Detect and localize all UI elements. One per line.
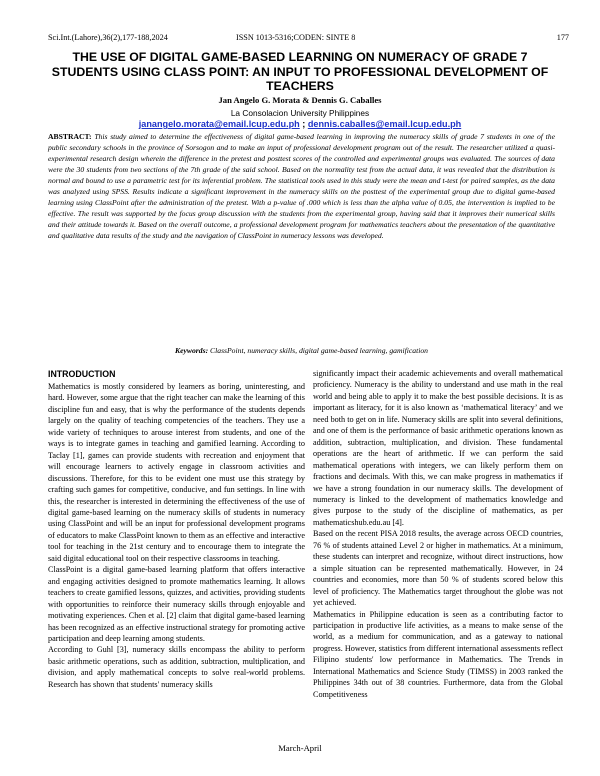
paper-title: THE USE OF DIGITAL GAME-BASED LEARNING ON NUMERACY OF GRADE 7 STUDENTS USING CLASS POINT: AN INPUT TO PROFESSIONAL DEVELOPMENT OF TEACHERS [51,50,549,94]
issn-coden: ISSN 1013-5316;CODEN: SINTE 8 [236,33,356,42]
body-paragraph: According to Guhl [3], numeracy skills encompass the ability to perform basic arithmetic operations, such as addition, subtraction, multiplication, and division, and apply mathematical concepts to solve real-world problems. Research has shown that students' numeracy skills [48,645,305,689]
abstract-label: ABSTRACT: [48,132,92,141]
email-link-second[interactable]: dennis.caballes@email.lcup.edu.ph [307,119,462,129]
keywords-text: ClassPoint, numeracy skills, digital game-based learning, gamification [210,346,428,355]
section-heading-introduction: INTRODUCTION [48,369,116,379]
body-paragraph: ClassPoint is a digital game-based learning platform that offers interactive and engaging activities designed to promote mathematics learning. It allows teachers to create gamified lessons, quizzes, and activities, providing students with opportunities to reinforce their numeracy skills through enjoyable and motivating experiences. Chen et al. [2] claim that digital game-based learning has been recognized as an effective instructional strategy for promoting active participation and deep learning among students. [48,565,305,643]
abstract [48,131,555,241]
issue-footer: March-April [278,743,322,753]
page-number: 177 [556,33,569,42]
author-emails [0,119,600,129]
paper-authors: Jan Angelo G. Morata & Dennis G. Caballes [218,95,382,105]
keywords-label: Keywords: [175,346,209,355]
keywords [48,346,555,355]
abstract-text: This study aimed to determine the effectiveness of digital game-based learning in improving the numeracy skills of grade 7 students in one of the public secondary schools in the province of Sorsogon and to make an input of professional development program out of the result. The researcher utilized a quasi-experimental research design wherein the difference in the pretest and posttest scores of the controlled and experimental groups was evaluated. The sources of data were the 30 students from two sections of the 7th grade of the said school. Based on the normality test from the actual data, it was revealed that the distribution is normal and bound to use a parametric test for its inferential problem. The statistical tools used in this study were the mean and t-test for paired samples, as the data was analyzed using SPSS. Results indicate a significant improvement in the numeracy skills on the posttest of the experimental group due to digital game-based learning using ClassPoint after the administration of the pretest. With a p-value of .000 which is less than the alpha value of 0.05, the intervention is implied to be effective. The result was supported by the focus group discussion with the students from the experimental group, having said that it improves their numerical skills and their attitude towards it. Based on the overall outcome, a professional development program for mathematics teachers about the presentation of the quantitative and qualitative data results of the study and the navigation of ClassPoint in numeracy lessons was developed. [48,132,555,241]
journal-citation: Sci.Int.(Lahore),36(2),177-188,2024 [48,33,168,42]
body-column-left [48,368,305,690]
body-column-right [313,368,563,700]
body-paragraph: significantly impact their academic achievements and overall mathematical proficiency. Numeracy is the ability to understand and use math in the real world and being able to apply it to make the best possible decisions. It is as important as literacy, for it is also known as ‘mathematical literacy’ and we need both to get on in life. Numeracy skills are split into several definitions, and one of them is the performance of basic arithmetic operations known as addition, subtraction, multiplication, and division. These fundamental operations are the heart of arithmetic. If we can perform the said mathematical operations with integers, we can likely perform them on fractions and decimals. With this, we can make progress in mathematics if we have a strong foundation in our numeracy skills. The development of numeracy is linked to the development of mathematics knowledge and gives purpose to the study of the discipline of mathematics, as per mathematicshub.edu.au [4]. [313,369,563,527]
body-paragraph: Mathematics in Philippine education is seen as a contributing factor to participation in productive life activities, as a means to make sense of the world, as a medium for communication, and as a gateway to national progress. However, statistics from different international assessments reflect Filipino students' low performance in Mathematics. The Trends in International Mathematics and Science Study (TIMSS) in 2003 ranked the Philippines 34th out of 38 countries. Furthermore, data from the Global Competitiveness [313,609,563,699]
email-separator: ; [302,119,306,129]
body-paragraph: Mathematics is mostly considered by learners as boring, uninteresting, and hard. However, some argue that the right teacher can make the learning of this discipline fun and easy, that is why the performance of the students depends largely on the quality of teaching competencies of the teachers. They use a wide variety of techniques to arouse interest from students, and one of the ways is to integrate games in teaching and gamified learning. According to Taclay [1], games can provide students with recreation and enjoyment that will encourage learners to actively engage in classroom activities and discussions. Therefore, for this to be evident one must use this strategy by crafting such games for competitive, conducive, and fun settings. In line with this, the researcher is interested in determining the effectiveness of the use of digital game-based learning on the numeracy skills of students in numeracy using ClassPoint and will be an input for professional development programs of educators to make ClassPoint known to them as an effective and interactive tool for teaching in the 21st century and to encourage them to integrate the said digital educational tool on their respective classrooms in teaching. [48,382,305,563]
email-link-first[interactable]: janangelo.morata@email.lcup.edu.ph [138,119,300,129]
author-affiliation: La Consolacion University Philippines [230,108,370,118]
body-paragraph: Based on the recent PISA 2018 results, the average across OECD countries, 76 % of students attained Level 2 or higher in mathematics. At a minimum, these students can interpret and recognize, without direct instructions, how a simple situation can be represented mathematically. However, in 24 countries and economies, more than 50 % of students scored below this level of proficiency. The Mathematics target throughout the globe was not yet achieved. [313,529,563,608]
